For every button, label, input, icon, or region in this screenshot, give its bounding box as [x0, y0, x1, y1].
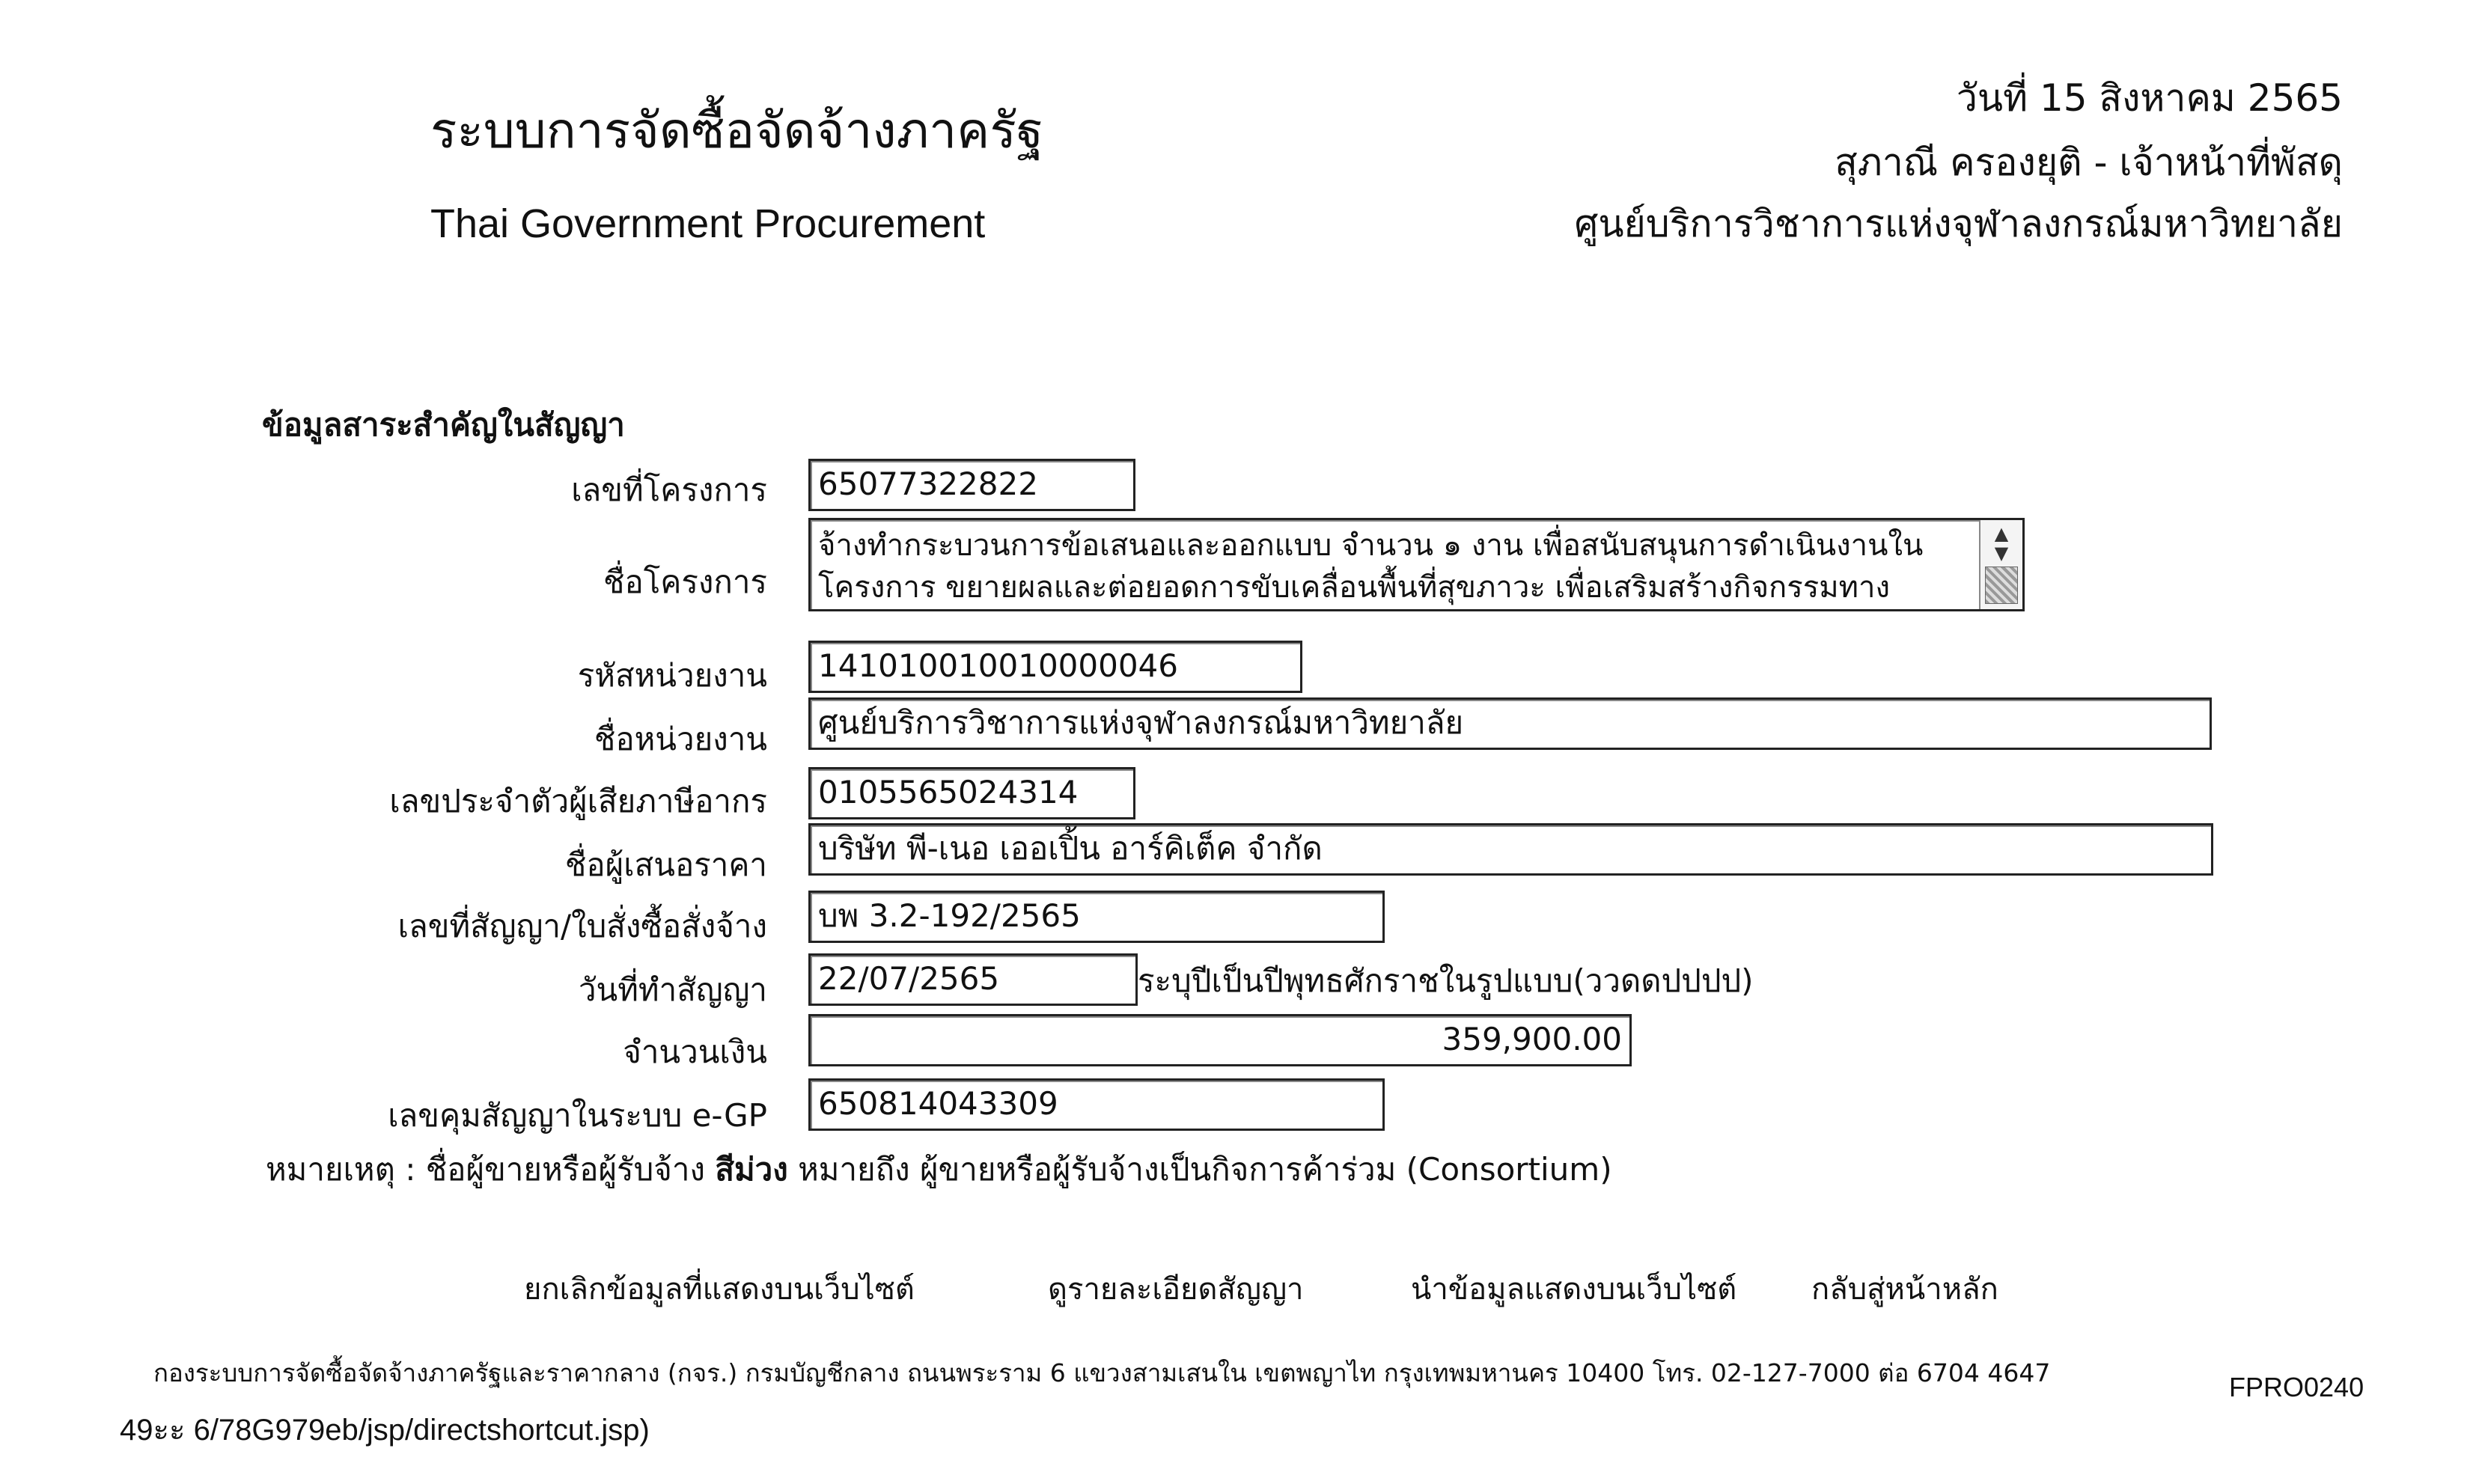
project-name-scrollbar[interactable] [1979, 520, 2022, 609]
egp-contract-no-field[interactable]: 650814043309 [808, 1078, 1385, 1131]
note-highlight-purple: สีม่วง [715, 1151, 788, 1188]
scroll-down-arrow-icon[interactable]: ▼ [1994, 543, 2009, 564]
note-prefix: หมายเหตุ : ชื่อผู้ขายหรือผู้รับจ้าง [266, 1151, 716, 1188]
project-name-textarea[interactable] [808, 518, 2025, 611]
header-organization: ศูนย์บริการวิชาการแห่งจุฬาลงกรณ์มหาวิทยาลัย [1574, 202, 2343, 245]
system-title-english: Thai Government Procurement [430, 201, 986, 246]
egp-contract-no-label: เลขคุมสัญญาในระบบ e-GP [388, 1097, 767, 1134]
note-suffix: หมายถึง ผู้ขายหรือผู้รับจ้างเป็นกิจการค้าร่วม (Consortium) [787, 1151, 1612, 1188]
scroll-thumb[interactable] [1985, 567, 2018, 604]
amount-label: จำนวนเงิน [623, 1033, 767, 1070]
contract-date-label: วันที่ทำสัญญา [578, 971, 767, 1008]
agency-name-label: ชื่อหน่วยงาน [594, 721, 767, 757]
system-title-thai: ระบบการจัดซื้อจัดจ้างภาครัฐ [430, 102, 1044, 159]
header-officer: สุภาณี ครองยุติ - เจ้าหน้าที่พัสดุ [1835, 141, 2343, 184]
agency-name-field[interactable]: ศูนย์บริการวิชาการแห่งจุฬาลงกรณ์มหาวิทยาลัย [808, 697, 2212, 750]
bidder-name-field[interactable]: บริษัท พี-เนอ เออเปิ้น อาร์คิเต็ค จำกัด [808, 823, 2213, 876]
scroll-up-arrow-icon[interactable]: ▲ [1994, 523, 2009, 544]
tax-id-field[interactable]: 0105565024314 [808, 767, 1135, 819]
publish-to-website-link[interactable]: นำข้อมูลแสดงบนเว็บไซต์ [1411, 1272, 1737, 1307]
header-date: วันที่ 15 สิงหาคม 2565 [1956, 76, 2343, 120]
bidder-name-label: ชื่อผู้เสนอราคา [564, 846, 767, 883]
tax-id-label: เลขประจำตัวผู้เสียภาษีอากร [389, 783, 767, 819]
project-name-line-1: จ้างทำกระบวนการข้อเสนอและออกแบบ จำนวน ๑ งาน เพื่อสนับสนุนการดำเนินงานใน [818, 528, 1924, 563]
project-name-label: ชื่อโครงการ [603, 564, 767, 600]
contract-date-format-hint: ระบุปีเป็นปีพุทธศักราชในรูปแบบ(ววดดปปปป) [1138, 962, 1754, 999]
project-no-label: เลขที่โครงการ [571, 471, 767, 508]
page-url: 49ะะ 6/78G979eb/jsp/directshortcut.jsp) [120, 1414, 650, 1447]
agency-code-label: รหัสหน่วยงาน [577, 657, 767, 694]
footer-address: กองระบบการจัดซื้อจัดจ้างภาครัฐและราคากลาง (กจร.) กรมบัญชีกลาง ถนนพระราม 6 แขวงสามเสนใน เขตพญาไท กรุงเทพมหานคร 10400 โทร. 02-127-7000 ต่อ 6704 4647 [153, 1358, 2051, 1387]
view-contract-details-link[interactable]: ดูรายละเอียดสัญญา [1048, 1272, 1304, 1307]
contract-date-field[interactable]: 22/07/2565 [808, 953, 1138, 1006]
contract-no-label: เลขที่สัญญา/ใบสั่งซื้อสั่งจ้าง [397, 908, 767, 944]
project-no-field[interactable]: 65077322822 [808, 459, 1135, 511]
back-to-home-link[interactable]: กลับสู่หน้าหลัก [1811, 1272, 1998, 1307]
section-title: ข้อมูลสาระสำคัญในสัญญา [262, 406, 625, 443]
consortium-note [266, 1145, 1612, 1194]
project-name-line-2: โครงการ ขยายผลและต่อยอดการขับเคลื่อนพื้นที่สุขภาวะ เพื่อเสริมสร้างกิจกรรมทาง [818, 570, 1890, 605]
page-code: FPRO0240 [2229, 1372, 2364, 1402]
amount-field[interactable]: 359,900.00 [808, 1014, 1632, 1066]
agency-code-field[interactable]: 141010010010000046 [808, 641, 1302, 693]
contract-no-field[interactable]: บพ 3.2-192/2565 [808, 891, 1385, 943]
cancel-display-link[interactable]: ยกเลิกข้อมูลที่แสดงบนเว็บไซต์ [524, 1272, 915, 1307]
